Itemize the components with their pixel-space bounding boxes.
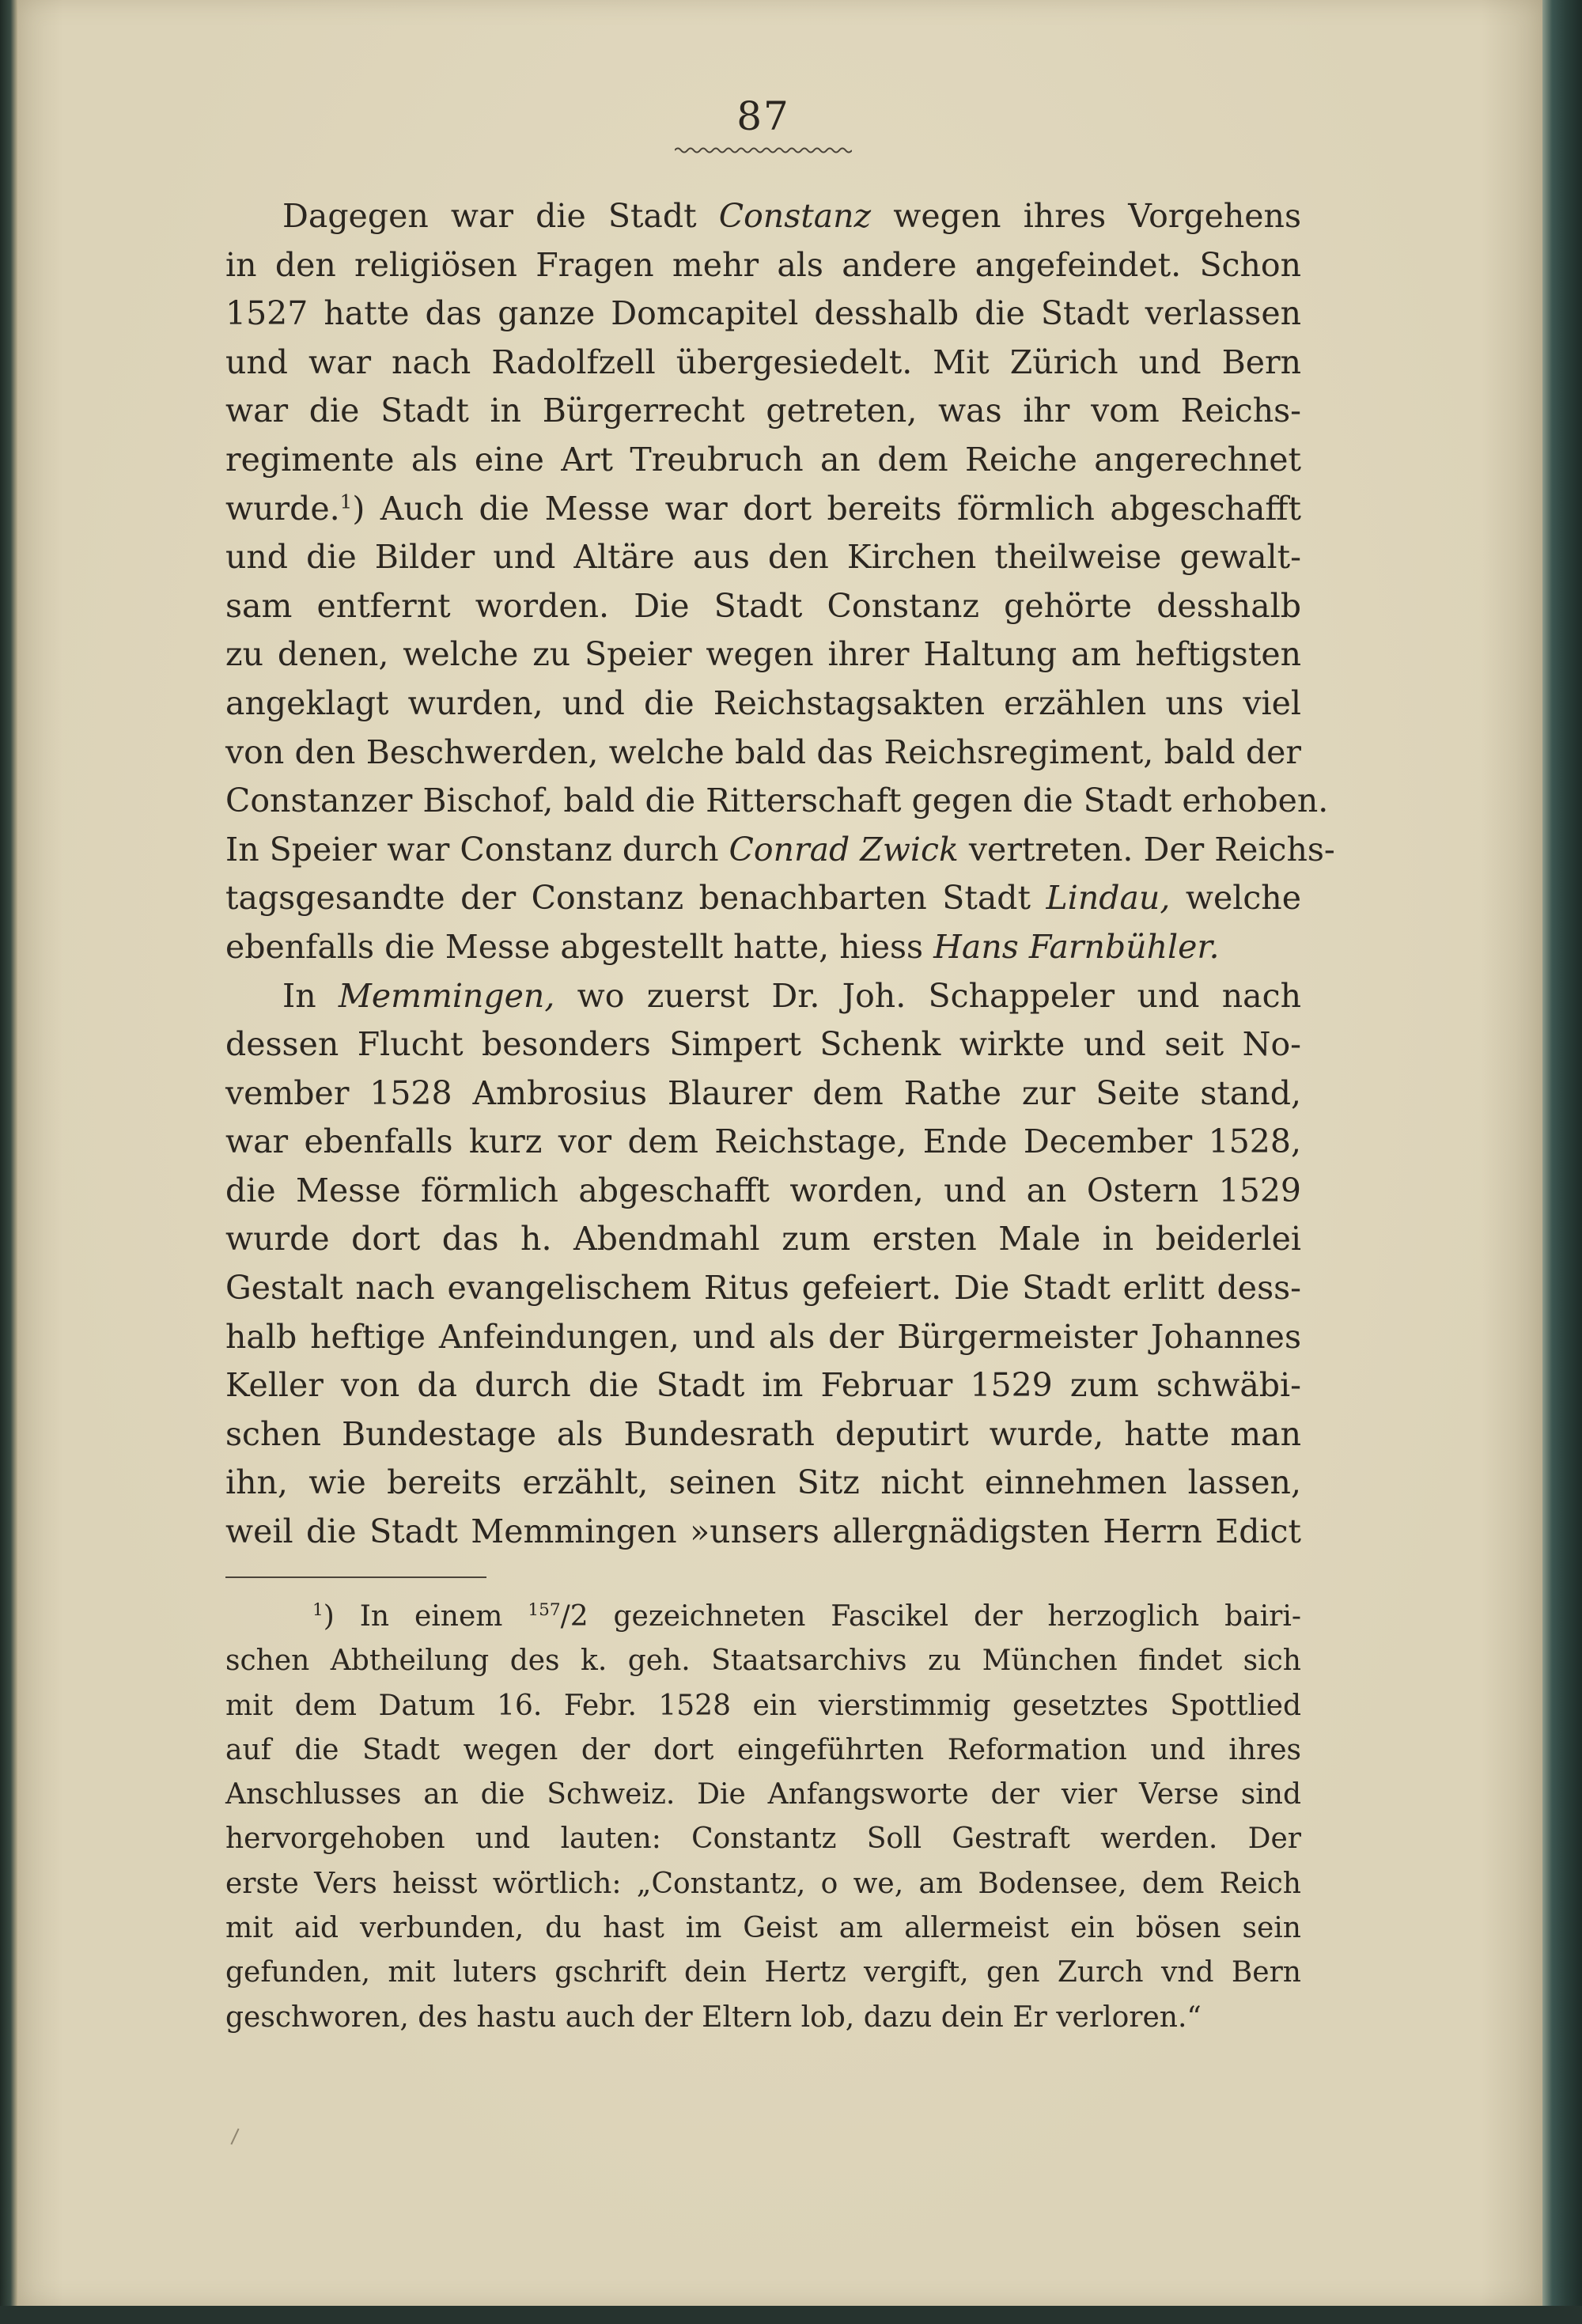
footnote-divider (225, 1576, 486, 1578)
text-line: schen Bundestage als Bundesrath deputirt wurde, hatte man (225, 1414, 1301, 1453)
text-line: zu denen, welche zu Speier wegen ihrer Haltung am heftigsten (225, 635, 1301, 674)
text-line: die Messe förmlich abgeschafft worden, und an Ostern 1529 (225, 1171, 1301, 1209)
footnote-line: $^1$) In einem $^{157}$/2 gezeichneten Fascikel der herzoglich bairi- (312, 1600, 1301, 1633)
text-line: regimente als eine Art Treubruch an dem Reiche angerechnet (225, 440, 1301, 479)
footnote-reference: 1 (339, 489, 353, 513)
text-line: wurde dort das h. Abendmahl zum ersten Male in beiderlei (225, 1220, 1301, 1259)
footnote-line: hervorgehoben und lauten: Constantz Soll Gestraft werden. Der (225, 1822, 1301, 1856)
page-number: 87 (736, 93, 790, 139)
text-line: von den Beschwerden, welche bald das Reichsregiment, bald der (225, 732, 1301, 771)
text-line: Gestalt nach evangelischem Ritus gefeiert. Die Stadt erlitt dess- (225, 1269, 1301, 1308)
emphasized-person-name: Hans Farnbühler. (933, 927, 1220, 966)
text-line: tagsgesandte der Constanz benachbarten Stadt Lindau, welche (225, 879, 1301, 918)
book-cover-edge (1542, 0, 1582, 2324)
text-line: und die Bilder und Altäre aus den Kirchen theilweise gewalt- (225, 538, 1301, 577)
text-line: in den religiösen Fragen mehr als andere angefeindet. Schon (225, 245, 1301, 284)
footnote (225, 1595, 1301, 2040)
text-line: Dagegen war die Stadt Constanz wegen ihres Vorgehens (282, 197, 1301, 235)
text-line: In Speier war Constanz durch Conrad Zwick vertreten. Der Reichs- (225, 830, 1335, 869)
footnote-line: Anschlusses an die Schweiz. Die Anfangsworte der vier Verse sind (225, 1778, 1301, 1811)
book-binding-edge (0, 0, 17, 2324)
text-line: Keller von da durch die Stadt im Februar 1529 zum schwäbi- (225, 1366, 1301, 1405)
page-number-ornament (675, 146, 852, 155)
footnote-marker: 1 (312, 1600, 324, 1620)
text-line: weil die Stadt Memmingen »unsers allergnädigsten Herrn Edict (225, 1512, 1301, 1551)
text-line: ihn, wie bereits erzählt, seinen Sitz nicht einnehmen lassen, (225, 1463, 1301, 1502)
footnote-line: geschworen, des hastu auch der Eltern lob, dazu dein Er verloren.“ (225, 2000, 1202, 2034)
text-line: sam entfernt worden. Die Stadt Constanz gehörte desshalb (225, 586, 1301, 625)
emphasized-person-name: Conrad Zwick (729, 830, 959, 869)
book-bottom-edge (0, 2306, 1582, 2324)
footnote-line: mit aid verbunden, du hast im Geist am allermeist ein bösen sein (225, 1912, 1301, 1945)
text-line: 1527 hatte das ganze Domcapitel desshalb die Stadt verlassen (225, 294, 1301, 333)
text-line: In Memmingen, wo zuerst Dr. Joh. Schappeler und nach (282, 976, 1301, 1015)
text-line: und war nach Radolfzell übergesiedelt. Mit Zürich und Bern (225, 343, 1301, 381)
text-line: war die Stadt in Bürgerrecht getreten, was ihr vom Reichs- (225, 392, 1301, 430)
emphasized-place-name: Constanz (718, 197, 872, 235)
text-line: dessen Flucht besonders Simpert Schenk wirkte und seit No- (225, 1025, 1301, 1064)
text-line: vember 1528 Ambrosius Blaurer dem Rathe zur Seite stand, (225, 1073, 1301, 1112)
text-line: Constanzer Bischof, bald die Ritterschaft gegen die Stadt erhoben. (225, 782, 1329, 820)
main-text (225, 192, 1335, 1557)
footnote-line: auf die Stadt wegen der dort eingeführten Reformation und ihres (225, 1733, 1301, 1766)
text-line: angeklagt wurden, und die Reichstagsakten erzählen uns viel (225, 683, 1301, 722)
footnote-line: gefunden, mit luters gschrift dein Hertz vergift, gen Zurch vnd Bern (225, 1956, 1301, 1989)
footnote-line: mit dem Datum 16. Febr. 1528 ein vierstimmig gesetztes Spottlied (225, 1689, 1301, 1722)
text-line: wurde.$^1$) Auch die Messe war dort bereits förmlich abgeschafft (225, 489, 1301, 528)
footnote-line: schen Abtheilung des k. geh. Staatsarchivs zu München findet sich (225, 1645, 1301, 1678)
fascicle-number: 157 (528, 1600, 561, 1620)
text-line: war ebenfalls kurz vor dem Reichstage, Ende December 1528, (225, 1122, 1301, 1161)
footnote-line: erste Vers heisst wörtlich: „Constantz, o we, am Bodensee, dem Reich (225, 1867, 1301, 1900)
emphasized-place-name: Lindau, (1046, 879, 1171, 918)
text-line: ebenfalls die Messe abgestellt hatte, hiess Hans Farnbühler. (225, 927, 1220, 966)
text-line: halb heftige Anfeindungen, und als der Bürgermeister Johannes (225, 1317, 1301, 1356)
emphasized-place-name: Memmingen, (338, 976, 555, 1015)
